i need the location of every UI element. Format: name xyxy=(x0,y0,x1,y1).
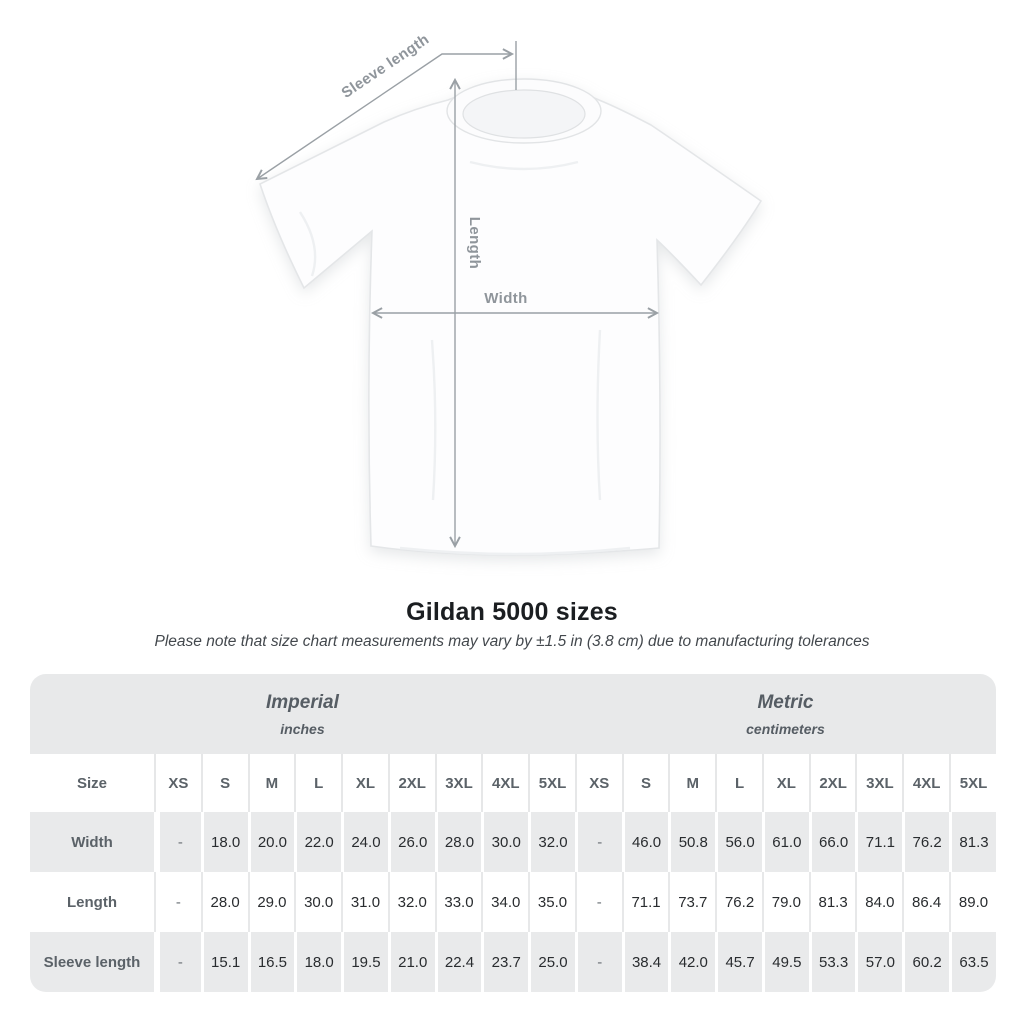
measurement-cell-metric: 81.3 xyxy=(809,872,856,932)
measurement-row xyxy=(30,812,996,872)
measurement-cell-imperial: 28.0 xyxy=(201,872,248,932)
imperial-header xyxy=(30,674,575,754)
measurement-cell-metric: 45.7 xyxy=(715,932,762,992)
measurement-cell-metric: 79.0 xyxy=(762,872,809,932)
tshirt-illustration xyxy=(260,79,761,555)
measurement-cell-imperial: 26.0 xyxy=(388,812,435,872)
measurement-cell-metric: - xyxy=(575,932,622,992)
measurement-cell-metric: 42.0 xyxy=(668,932,715,992)
measurement-cell-imperial: 30.0 xyxy=(294,872,341,932)
size-col-header: 5XL xyxy=(949,754,996,812)
measurement-cell-metric: 49.5 xyxy=(762,932,809,992)
size-col-header: XS xyxy=(154,754,201,812)
measurement-cell-imperial: 22.4 xyxy=(435,932,482,992)
size-col-header: 3XL xyxy=(435,754,482,812)
size-table-grid xyxy=(30,674,996,992)
size-col-header: 4XL xyxy=(481,754,528,812)
measurement-cell-imperial: 18.0 xyxy=(294,932,341,992)
measurement-cell-imperial: 19.5 xyxy=(341,932,388,992)
measurement-cell-metric: 89.0 xyxy=(949,872,996,932)
size-col-header: S xyxy=(201,754,248,812)
measurement-cell-metric: 73.7 xyxy=(668,872,715,932)
size-col-header: S xyxy=(622,754,669,812)
size-col-header: XL xyxy=(341,754,388,812)
measurement-cell-imperial: 33.0 xyxy=(435,872,482,932)
measurement-cell-metric: 66.0 xyxy=(809,812,856,872)
measurement-row xyxy=(30,872,996,932)
measurement-cell-imperial: 21.0 xyxy=(388,932,435,992)
measurement-cell-metric: 76.2 xyxy=(902,812,949,872)
measurement-cell-metric: 57.0 xyxy=(855,932,902,992)
measurement-cell-imperial: 24.0 xyxy=(341,812,388,872)
measurement-cell-imperial: 15.1 xyxy=(201,932,248,992)
measurement-cell-metric: 63.5 xyxy=(949,932,996,992)
measurement-cell-metric: 86.4 xyxy=(902,872,949,932)
measurement-cell-imperial: 25.0 xyxy=(528,932,575,992)
measurement-cell-metric: 53.3 xyxy=(809,932,856,992)
row-label: Sleeve length xyxy=(30,932,154,992)
row-label: Length xyxy=(30,872,154,932)
measurement-cell-imperial: 22.0 xyxy=(294,812,341,872)
measurement-cell-imperial: 23.7 xyxy=(481,932,528,992)
imperial-unit: inches xyxy=(280,720,325,737)
measurement-cell-metric: 71.1 xyxy=(855,812,902,872)
metric-label: Metric xyxy=(757,691,814,713)
width-label: Width xyxy=(484,290,528,307)
measurement-cell-imperial: 30.0 xyxy=(481,812,528,872)
measurement-cell-imperial: 31.0 xyxy=(341,872,388,932)
measurement-cell-imperial: 32.0 xyxy=(528,812,575,872)
measurement-cell-imperial: 18.0 xyxy=(201,812,248,872)
row-label: Width xyxy=(30,812,154,872)
size-col-header: M xyxy=(668,754,715,812)
measurement-cell-imperial: - xyxy=(154,932,201,992)
measurement-cell-imperial: - xyxy=(154,812,201,872)
measurement-cell-metric: 71.1 xyxy=(622,872,669,932)
measurement-cell-imperial: - xyxy=(154,872,201,932)
size-table xyxy=(30,674,996,992)
measurement-cell-metric: 76.2 xyxy=(715,872,762,932)
size-col-header: 4XL xyxy=(902,754,949,812)
metric-header xyxy=(575,674,996,754)
imperial-label: Imperial xyxy=(266,691,339,713)
measurement-cell-metric: 81.3 xyxy=(949,812,996,872)
size-col-header: 5XL xyxy=(528,754,575,812)
measurement-cell-imperial: 29.0 xyxy=(248,872,295,932)
measurement-cell-metric: - xyxy=(575,812,622,872)
size-header-row xyxy=(30,754,996,812)
size-col-header: M xyxy=(248,754,295,812)
page-title: Gildan 5000 sizes xyxy=(406,598,618,626)
measurement-cell-metric: 38.4 xyxy=(622,932,669,992)
metric-unit: centimeters xyxy=(746,720,825,737)
sleeve-length-label: Sleeve length xyxy=(338,30,433,102)
table-body xyxy=(30,812,996,992)
measurement-cell-imperial: 20.0 xyxy=(248,812,295,872)
measurement-cell-metric: 46.0 xyxy=(622,812,669,872)
size-col-header: L xyxy=(294,754,341,812)
measurement-cell-metric: 50.8 xyxy=(668,812,715,872)
measurement-cell-imperial: 34.0 xyxy=(481,872,528,932)
size-col-header: XS xyxy=(575,754,622,812)
unit-header-row xyxy=(30,674,996,754)
length-label: Length xyxy=(466,216,483,270)
size-col-header: XL xyxy=(762,754,809,812)
size-col-header: 2XL xyxy=(388,754,435,812)
size-col-header: 3XL xyxy=(855,754,902,812)
measurement-cell-metric: 56.0 xyxy=(715,812,762,872)
tolerance-note: Please note that size chart measurements may vary by ±1.5 in (3.8 cm) due to manufacturing tolerances xyxy=(154,633,870,650)
measurement-cell-imperial: 16.5 xyxy=(248,932,295,992)
measurement-cell-imperial: 32.0 xyxy=(388,872,435,932)
measurement-cell-metric: 60.2 xyxy=(902,932,949,992)
size-col-header: L xyxy=(715,754,762,812)
measurement-row xyxy=(30,932,996,992)
measurement-cell-metric: - xyxy=(575,872,622,932)
measurement-cell-imperial: 28.0 xyxy=(435,812,482,872)
size-column-title: Size xyxy=(30,754,154,812)
measurement-cell-metric: 84.0 xyxy=(855,872,902,932)
measurement-cell-metric: 61.0 xyxy=(762,812,809,872)
measurement-cell-imperial: 35.0 xyxy=(528,872,575,932)
size-col-header: 2XL xyxy=(809,754,856,812)
